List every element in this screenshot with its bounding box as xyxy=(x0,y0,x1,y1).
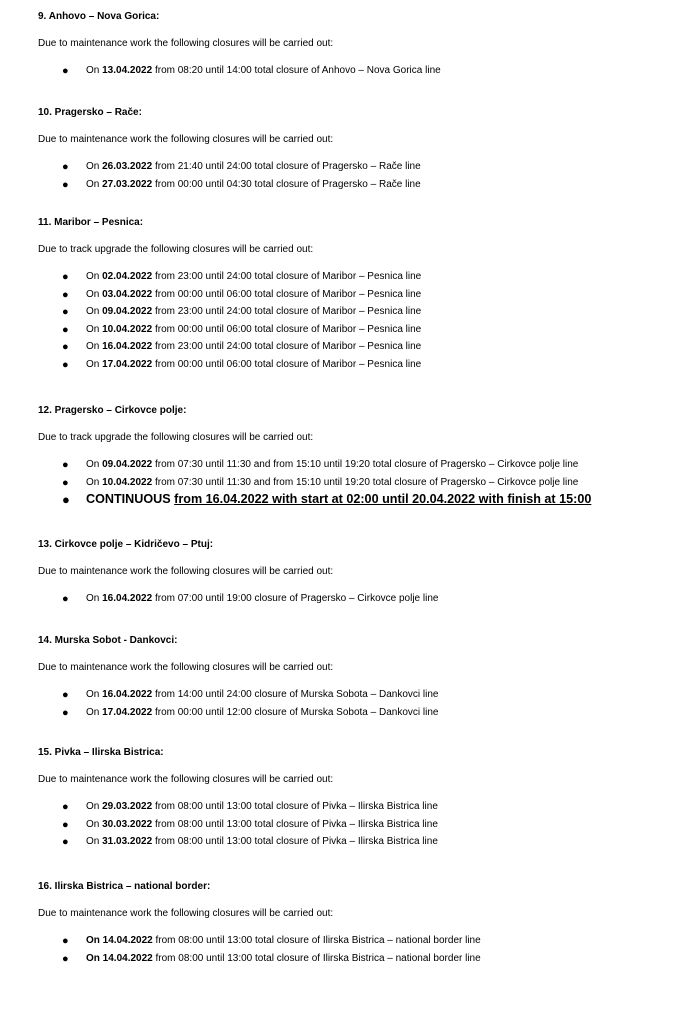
item-prefix: On xyxy=(86,818,103,830)
item-text: from 00:00 until 04:30 total closure of Pragersko – Rače line xyxy=(152,178,421,190)
item-prefix: On xyxy=(86,593,103,604)
item-date: 16.04.2022 xyxy=(102,593,153,604)
bullet-icon: ● xyxy=(62,459,69,471)
bullet-icon: ● xyxy=(62,801,69,813)
item-text: from 00:00 until 12:00 closure of Murska Sobota – Dankovci line xyxy=(152,706,439,718)
bullet-icon: ● xyxy=(62,306,69,319)
item-prefix: On xyxy=(86,271,103,282)
bullet-icon: ● xyxy=(62,476,69,489)
section-heading: 16. Ilirska Bistrica – national border: xyxy=(38,881,211,892)
bullet-icon: ● xyxy=(62,706,69,719)
item-date: 31.03.2022 xyxy=(102,836,153,848)
item-text: from 08:00 until 13:00 total closure of Pivka – Ilirska Bistrica line xyxy=(152,801,438,812)
section-heading: 12. Pragersko – Cirkovce polje: xyxy=(38,405,187,416)
bullet-icon: ● xyxy=(62,492,70,508)
item-prefix: On xyxy=(86,341,103,353)
item-date: 30.03.2022 xyxy=(102,818,153,830)
item-text: from 07:00 until 19:00 closure of Pragersko – Cirkovce polje line xyxy=(152,593,439,604)
item-text: from 23:00 until 24:00 total closure of Maribor – Pesnica line xyxy=(152,271,422,282)
section-intro: Due to maintenance work the following closures will be carried out: xyxy=(38,774,334,785)
item-date: 03.04.2022 xyxy=(102,288,153,300)
item-text: from 07:30 until 11:30 and from 15:10 until 19:20 total closure of Pragersko – Cirkovce polje line xyxy=(152,459,579,470)
item-text: from 08:00 until 13:00 total closure of Pivka – Ilirska Bistrica line xyxy=(152,818,438,830)
item-prefix: On xyxy=(86,306,103,318)
item-prefix: On xyxy=(86,65,103,76)
item-prefix: On xyxy=(86,459,103,470)
section-heading: 11. Maribor – Pesnica: xyxy=(38,217,144,228)
bullet-icon: ● xyxy=(62,288,69,301)
section-intro: Due to maintenance work the following closures will be carried out: xyxy=(38,908,334,919)
section-intro: Due to maintenance work the following closures will be carried out: xyxy=(38,38,334,49)
item-text: from 07:30 until 11:30 and from 15:10 until 19:20 total closure of Pragersko – Cirkovce polje line xyxy=(152,476,579,488)
item-text: from 23:00 until 24:00 total closure of Maribor – Pesnica line xyxy=(152,306,422,318)
item-date: 10.04.2022 xyxy=(102,476,153,488)
section-intro: Due to track upgrade the following closures will be carried out: xyxy=(38,432,314,443)
item-prefix: On xyxy=(86,358,103,370)
item-date: 16.04.2022 xyxy=(102,689,153,700)
item-date: 26.03.2022 xyxy=(102,161,153,172)
item-prefix: On xyxy=(86,323,103,335)
item-text: from 21:40 until 24:00 total closure of Pragersko – Rače line xyxy=(152,161,421,172)
section-heading: 9. Anhovo – Nova Gorica: xyxy=(38,11,160,22)
item-text: from 14:00 until 24:00 closure of Murska Sobota – Dankovci line xyxy=(152,689,439,700)
item-date: 29.03.2022 xyxy=(102,801,153,812)
item-text: from 00:00 until 06:00 total closure of Maribor – Pesnica line xyxy=(152,323,422,335)
bullet-icon: ● xyxy=(62,689,69,701)
item-prefix: On xyxy=(86,476,103,488)
item-prefix: On xyxy=(86,161,103,172)
item-text: from 08:00 until 13:00 total closure of Ilirska Bistrica – national border line xyxy=(152,935,481,946)
section-heading: 15. Pivka – Ilirska Bistrica: xyxy=(38,747,164,758)
item-text: from 08:00 until 13:00 total closure of Pivka – Ilirska Bistrica line xyxy=(152,836,438,848)
continuous-period: from 16.04.2022 with start at 02:00 until 20.04.2022 with finish at 15:00 xyxy=(174,492,592,507)
item-prefix: On xyxy=(86,952,103,964)
item-prefix: On xyxy=(86,801,103,812)
item-date: 09.04.2022 xyxy=(102,306,153,318)
item-date: 02.04.2022 xyxy=(102,271,153,282)
bullet-icon: ● xyxy=(62,323,69,336)
section-heading: 13. Cirkovce polje – Kidričevo – Ptuj: xyxy=(38,539,214,550)
bullet-icon: ● xyxy=(62,271,69,283)
item-text: from 08:00 until 13:00 total closure of Ilirska Bistrica – national border line xyxy=(152,952,481,964)
bullet-icon: ● xyxy=(62,341,69,354)
item-date: 10.04.2022 xyxy=(102,323,153,335)
item-date: 16.04.2022 xyxy=(102,341,153,353)
section-intro: Due to maintenance work the following closures will be carried out: xyxy=(38,566,334,577)
bullet-icon: ● xyxy=(62,935,69,947)
section-intro: Due to maintenance work the following closures will be carried out: xyxy=(38,662,334,673)
bullet-icon: ● xyxy=(62,593,69,605)
item-date: 17.04.2022 xyxy=(102,706,153,718)
bullet-icon: ● xyxy=(62,178,69,191)
item-prefix: On xyxy=(86,836,103,848)
bullet-icon: ● xyxy=(62,65,69,77)
item-text: from 00:00 until 06:00 total closure of Maribor – Pesnica line xyxy=(152,358,422,370)
item-date: 17.04.2022 xyxy=(102,358,153,370)
bullet-icon: ● xyxy=(62,952,69,965)
section-heading: 14. Murska Sobot - Dankovci: xyxy=(38,635,178,646)
item-text: from 08:20 until 14:00 total closure of Anhovo – Nova Gorica line xyxy=(152,65,441,76)
item-text: from 00:00 until 06:00 total closure of Maribor – Pesnica line xyxy=(152,288,422,300)
item-text: from 23:00 until 24:00 total closure of Maribor – Pesnica line xyxy=(152,341,422,353)
bullet-icon: ● xyxy=(62,358,69,371)
bullet-icon: ● xyxy=(62,836,69,849)
item-prefix: On xyxy=(86,288,103,300)
item-prefix: On xyxy=(86,178,103,190)
item-prefix: On xyxy=(86,935,103,946)
section-intro: Due to maintenance work the following closures will be carried out: xyxy=(38,134,334,145)
continuous-label: CONTINUOUS xyxy=(86,492,171,507)
item-date: 27.03.2022 xyxy=(102,178,153,190)
item-prefix: On xyxy=(86,706,103,718)
bullet-icon: ● xyxy=(62,818,69,831)
item-date: 13.04.2022 xyxy=(102,65,153,76)
item-prefix: On xyxy=(86,689,103,700)
item-date: 09.04.2022 xyxy=(102,459,153,470)
bullet-icon: ● xyxy=(62,161,69,173)
item-date: 14.04.2022 xyxy=(102,952,153,964)
section-heading: 10. Pragersko – Rače: xyxy=(38,107,142,118)
section-intro: Due to track upgrade the following closures will be carried out: xyxy=(38,244,314,255)
item-date: 14.04.2022 xyxy=(102,935,153,946)
